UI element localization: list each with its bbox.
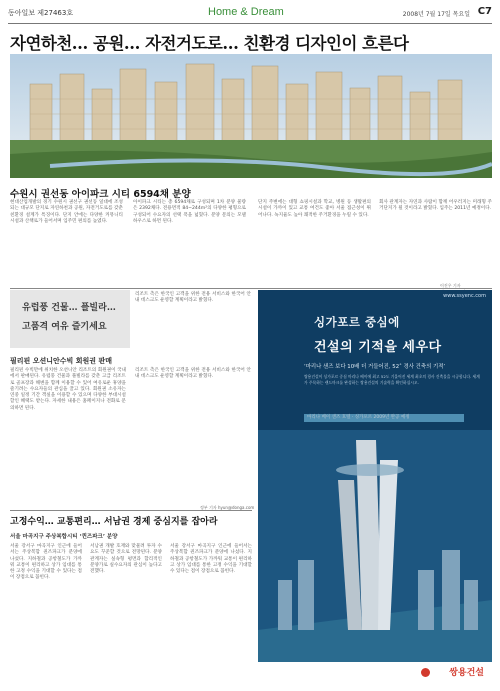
article1-col3: 단지 주변에는 대형 쇼핑시설과 학교, 병원 등 생활편의시설이 가까이 있고 교통 여건도 좋아 서울 접근성이 뛰어나다. 녹지율도 높아 쾌적한 주거환경을 누릴 수 있다. <box>258 200 371 218</box>
article3-title: 고정수익… 교통편리… 서남권 경제 중심지를 잡아라 <box>10 517 218 527</box>
article2-title: 필리핀 오션니안수빅 회원권 판매 <box>10 357 112 365</box>
ad-logo: 쌍용건설 <box>449 668 484 678</box>
ssangyong-logo-icon <box>421 668 430 677</box>
article3-subtitle: 서울 마곡지구 주상복합시티 ‘퀸즈파크’ 분양 <box>10 534 118 540</box>
byline-2: 정부 기자 hyun@donga.com <box>200 505 255 510</box>
tower-illustration <box>258 430 492 662</box>
teaser-line2: 고품격 여유 즐기세요 <box>22 322 107 332</box>
article1-col4: 회사 관계자는 자연과 사람이 함께 어우러지는 미래형 주거단지가 될 것이라고 밝혔다. 입주는 2011년 예정이다. <box>379 200 492 212</box>
ssangyong-ad[interactable] <box>258 290 492 682</box>
article2-col1: 필리핀 수빅만에 위치한 오션니안 리조트의 회원권이 국내에서 판매된다. 유럽풍 건물과 풀빌라를 갖춘 고급 리조트로 골프장과 해변을 함께 이용할 수 있어 여유로운 휴양을 즐기려는 수요자들의 관심을 끌고 있다. 회원권 소유자는 연중 일정 기간 객실을 이용할 수 있으며 다양한 부대시설 할인 혜택도 받는다. 자세한 내용은 홈페이지나 전화로 문의하면 된다. <box>10 368 126 411</box>
section-label: Home & Dream <box>208 6 284 18</box>
apartment-rendering <box>10 54 492 178</box>
page-number: C7 <box>477 6 492 17</box>
masthead <box>8 6 492 24</box>
article1-title: 수원시 권선동 아이파크 시티 6594채 분양 <box>10 189 191 200</box>
resort-teaser-box <box>10 290 130 348</box>
article3-col3: 서울 강서구 마곡지구 인근에 들어서는 주상복합 퀸즈파크가 분양에 나섰다. 지하철과 공항철도가 가까워 교통이 편리하고 상가 임대를 통한 고정 수익을 기대할 수 있다는 점이 장점으로 꼽힌다. <box>170 544 252 575</box>
masthead-date: 2008년 7월 17일 목요일 <box>402 11 470 18</box>
teaser-line1: 유럽풍 건물… 플빌라… <box>22 303 116 313</box>
article3-col2: 서남권 개발 호재와 맞물려 투자 수요도 꾸준할 것으로 전망된다. 분양 관계자는 실속형 평면과 합리적인 분양가로 실수요자의 관심이 높다고 전했다. <box>90 544 162 575</box>
ad-body: 쌍용건설이 싱가포르 중심 마리나 베이에 최고 52도 기울어진 세계 최초의 경사 건축물을 시공합니다. 세계가 주목하는 랜드마크를 완성하는 쌍용건설의 기술력을 확인하십시오. <box>304 374 480 385</box>
article2-col2: 리조트 측은 한국인 고객을 위한 전용 서비스와 한국어 안내 데스크도 운영할 계획이라고 밝혔다. <box>135 368 251 380</box>
main-headline: 자연하천… 공원… 자전거도로… 친환경 디자인이 흐른다 <box>10 34 409 53</box>
divider <box>10 510 252 511</box>
article2-col-right: 리조트 측은 한국인 고객을 위한 전용 서비스와 한국어 안내 데스크도 운영할 계획이라고 밝혔다. <box>135 292 251 304</box>
ad-url[interactable]: www.ssyenc.com <box>443 293 486 299</box>
divider <box>10 288 492 289</box>
byline-1: 이진우 기자 <box>440 283 461 288</box>
article1-col2: 아이파크 시티는 총 6594채로 구성되며 1차 분양 물량은 2392채다. 전용면적 84∼244m²의 다양한 평형으로 구성되어 수요자의 선택 폭을 넓혔다. 분양 문의는 모델하우스로 하면 된다. <box>133 200 246 224</box>
masthead-paper: 동아일보 제27463호 <box>8 9 74 17</box>
ad-band: 마리나 베이 샌즈 호텔 · 싱가포르 2009년 완공 예정 <box>304 414 464 422</box>
article1-col1: 현대산업개발의 경기 수원시 권선구 권선동 일대에 조성되는 대규모 단지로 자연하천과 공원, 자전거도로를 갖춘 친환경 설계가 특징이다. 단지 안에는 다양한 커뮤니티 시설과 산책로가 들어서며 입주민 편의를 높였다. <box>10 200 123 224</box>
ad-headline-2: 건설의 기적을 세우다 <box>314 340 442 355</box>
article3-col1: 서울 강서구 마곡지구 인근에 들어서는 주상복합 퀸즈파크가 분양에 나섰다. 지하철과 공항철도가 가까워 교통이 편리하고 상가 임대를 통한 고정 수익을 기대할 수 있다는 점이 장점으로 꼽힌다. <box>10 544 82 581</box>
ad-lead: ‘마리나 샌즈 보다 10배 더 거들어진, 52˚ 경사 건축의 기적’ <box>304 364 446 370</box>
ad-headline-1: 싱가포르 중심에 <box>314 315 400 329</box>
